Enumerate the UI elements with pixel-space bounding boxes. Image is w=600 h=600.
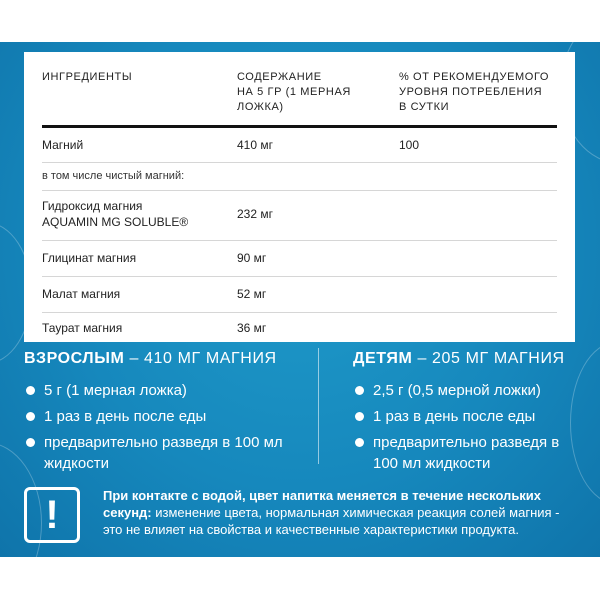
list-item-text: предварительно разведя в 100 мл жидкости bbox=[44, 434, 283, 472]
row-percent: 100 bbox=[399, 138, 420, 152]
color-change-note bbox=[103, 487, 573, 538]
kids-title-bold: ДЕТЯМ bbox=[353, 350, 413, 367]
kids-title-rest: – 205 МГ МАГНИЯ bbox=[412, 350, 565, 367]
header-content: СОДЕРЖАНИЕ НА 5 ГР (1 МЕРНАЯ ЛОЖКА) bbox=[237, 71, 351, 113]
row-name: Глицинат магния bbox=[42, 251, 137, 265]
row-amount: 90 мг bbox=[237, 251, 267, 265]
bullet-icon bbox=[26, 438, 35, 447]
list-item bbox=[353, 406, 583, 427]
table-row bbox=[42, 240, 557, 277]
exclamation-icon: ! bbox=[45, 493, 59, 537]
kids-list bbox=[353, 380, 583, 479]
adults-list bbox=[24, 380, 294, 479]
note-text: изменение цвета, нормальная химическая реакция солей магния - это не влияет на свойства и качественные характеристики продукта. bbox=[103, 505, 560, 537]
row-amount: 232 мг bbox=[237, 207, 273, 221]
warning-box bbox=[24, 487, 80, 543]
bullet-icon bbox=[355, 438, 364, 447]
list-item bbox=[353, 380, 583, 401]
row-amount: 52 мг bbox=[237, 287, 267, 301]
row-amount: 36 мг bbox=[237, 321, 267, 335]
row-name: Гидроксид магния AQUAMIN MG SOLUBLE® bbox=[42, 199, 189, 229]
list-item-text: 2,5 г (0,5 мерной ложки) bbox=[373, 382, 541, 399]
list-item bbox=[353, 432, 583, 474]
row-name: Таурат магния bbox=[42, 321, 123, 335]
table-row bbox=[42, 128, 557, 163]
header-percent: % ОТ РЕКОМЕНДУЕМОГО УРОВНЯ ПОТРЕБЛЕНИЯ В СУТКИ bbox=[399, 71, 550, 113]
kids-title bbox=[353, 350, 565, 368]
note-bold: При контакте с водой, цвет напитка меняется в течение нескольких секунд: bbox=[103, 488, 542, 520]
table-row bbox=[42, 162, 557, 191]
row-amount: 410 мг bbox=[237, 138, 273, 152]
adults-title bbox=[24, 350, 277, 368]
row-name: Магний bbox=[42, 138, 84, 152]
bullet-icon bbox=[355, 386, 364, 395]
list-item bbox=[24, 406, 294, 427]
header-ingredients: ИНГРЕДИЕНТЫ bbox=[42, 71, 133, 83]
list-item-text: предварительно разведя в 100 мл жидкости bbox=[373, 434, 560, 472]
info-panel bbox=[0, 42, 600, 557]
ingredients-table bbox=[24, 52, 575, 342]
table-row bbox=[42, 190, 557, 241]
row-name: Малат магния bbox=[42, 287, 121, 301]
row-name: в том числе чистый магний: bbox=[42, 170, 185, 182]
list-item bbox=[24, 380, 294, 401]
column-divider bbox=[318, 348, 319, 464]
adults-title-rest: – 410 МГ МАГНИЯ bbox=[124, 350, 277, 367]
adults-title-bold: ВЗРОСЛЫМ bbox=[24, 350, 125, 367]
bullet-icon bbox=[26, 386, 35, 395]
table-row bbox=[42, 276, 557, 313]
table-row bbox=[42, 312, 557, 342]
list-item-text: 1 раз в день после еды bbox=[44, 408, 207, 425]
bullet-icon bbox=[355, 412, 364, 421]
bullet-icon bbox=[26, 412, 35, 421]
list-item bbox=[24, 432, 294, 474]
list-item-text: 5 г (1 мерная ложка) bbox=[44, 382, 187, 399]
list-item-text: 1 раз в день после еды bbox=[373, 408, 536, 425]
